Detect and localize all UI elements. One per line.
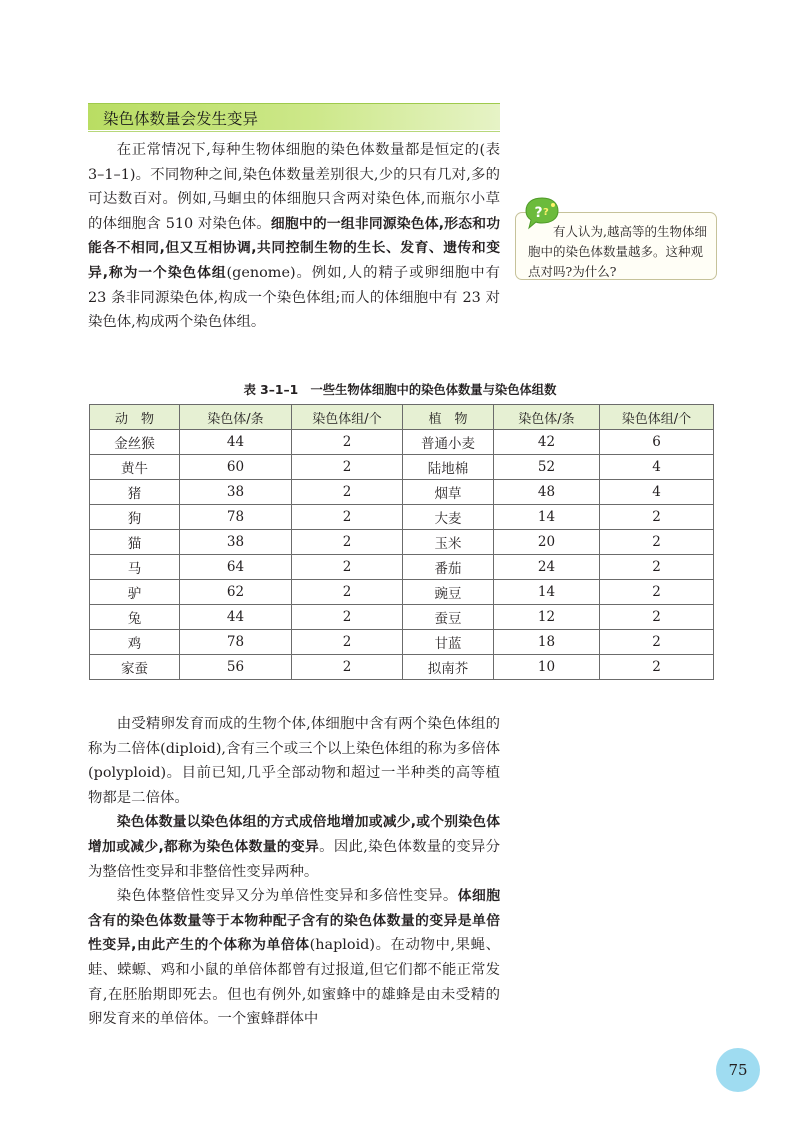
table-row bbox=[90, 655, 714, 680]
table-cell: 2 bbox=[292, 655, 403, 680]
table-cell: 玉米 bbox=[403, 530, 494, 555]
table-cell: 甘蓝 bbox=[403, 630, 494, 655]
table-cell: 2 bbox=[292, 605, 403, 630]
table-cell: 56 bbox=[180, 655, 292, 680]
table-row bbox=[90, 605, 714, 630]
table-cell: 20 bbox=[494, 530, 600, 555]
header-cell: 植 物 bbox=[403, 405, 494, 430]
table-cell: 78 bbox=[180, 505, 292, 530]
table-cell: 马 bbox=[90, 555, 180, 580]
section-header bbox=[88, 103, 500, 130]
table-cell: 驴 bbox=[90, 580, 180, 605]
table-body bbox=[90, 430, 714, 680]
svg-text:?: ? bbox=[534, 205, 543, 221]
table-cell: 2 bbox=[292, 430, 403, 455]
question-text: 有人认为,越高等的生物体细胞中的染色体数量越多。这种观点对吗?为什么? bbox=[528, 224, 707, 279]
body-text-bottom bbox=[88, 712, 500, 1032]
table-cell: 44 bbox=[180, 605, 292, 630]
table-cell: 猪 bbox=[90, 480, 180, 505]
question-mark-bubble-icon bbox=[522, 196, 562, 232]
paragraph-text: 染色体整倍性变异又分为单倍性变异和多倍性变异。 bbox=[116, 888, 458, 905]
bold-definition-text: 体细胞含有的染色体数量等于本物种配子含有的染色体数量的变异是单倍性变异,由此产生的个体称为单倍体 bbox=[88, 888, 500, 954]
table-row bbox=[90, 555, 714, 580]
table-cell: 38 bbox=[180, 530, 292, 555]
section-divider bbox=[88, 131, 500, 132]
table-cell: 鸡 bbox=[90, 630, 180, 655]
table-cell: 2 bbox=[292, 505, 403, 530]
table-cell: 10 bbox=[494, 655, 600, 680]
table-cell: 2 bbox=[292, 580, 403, 605]
table-cell: 60 bbox=[180, 455, 292, 480]
table-cell: 蚕豆 bbox=[403, 605, 494, 630]
table-cell: 14 bbox=[494, 505, 600, 530]
table-cell: 2 bbox=[600, 655, 714, 680]
table-row bbox=[90, 480, 714, 505]
body-text-top bbox=[88, 138, 500, 335]
table-cell: 2 bbox=[292, 530, 403, 555]
table-cell: 兔 bbox=[90, 605, 180, 630]
paragraph-text: (haploid)。在动物中,果蝇、蛙、蝾螈、鸡和小鼠的单倍体都曾有过报道,但它们都不能正常发育,在胚胎期即死去。但也有例外,如蜜蜂中的雄蜂是由未受精的卵发育来的单倍体。一个蜜蜂群体中 bbox=[88, 937, 500, 1028]
table-cell: 6 bbox=[600, 430, 714, 455]
table-cell: 24 bbox=[494, 555, 600, 580]
header-cell: 染色体/条 bbox=[494, 405, 600, 430]
table-cell: 烟草 bbox=[403, 480, 494, 505]
table-cell: 2 bbox=[600, 630, 714, 655]
table-cell: 78 bbox=[180, 630, 292, 655]
header-cell: 染色体组/个 bbox=[292, 405, 403, 430]
svg-text:?: ? bbox=[543, 207, 549, 218]
table-cell: 4 bbox=[600, 455, 714, 480]
table-cell: 18 bbox=[494, 630, 600, 655]
table-cell: 2 bbox=[600, 580, 714, 605]
table-row bbox=[90, 455, 714, 480]
paragraph bbox=[88, 810, 500, 884]
table-cell: 黄牛 bbox=[90, 455, 180, 480]
table-row bbox=[90, 505, 714, 530]
table-cell: 金丝猴 bbox=[90, 430, 180, 455]
table-caption: 表 3–1–1 一些生物体细胞中的染色体数量与染色体组数 bbox=[243, 383, 557, 397]
paragraph bbox=[88, 712, 500, 810]
table-cell: 猫 bbox=[90, 530, 180, 555]
table-cell: 44 bbox=[180, 430, 292, 455]
table-row bbox=[90, 530, 714, 555]
paragraph bbox=[88, 138, 500, 335]
table-cell: 普通小麦 bbox=[403, 430, 494, 455]
table-cell: 2 bbox=[600, 505, 714, 530]
table-cell: 2 bbox=[292, 480, 403, 505]
table-cell: 拟南芥 bbox=[403, 655, 494, 680]
table-cell: 62 bbox=[180, 580, 292, 605]
chromosome-table bbox=[89, 404, 714, 680]
table-cell: 48 bbox=[494, 480, 600, 505]
table-cell: 2 bbox=[600, 555, 714, 580]
table-cell: 陆地棉 bbox=[403, 455, 494, 480]
table-row bbox=[90, 430, 714, 455]
table-cell: 家蚕 bbox=[90, 655, 180, 680]
bold-definition-text: 细胞中的一组非同源染色体,形态和功能各不相同,但又互相协调,共同控制生物的生长、发育、遗传和变异,称为一个染色体组 bbox=[88, 215, 500, 281]
table-cell: 52 bbox=[494, 455, 600, 480]
table-header-row bbox=[90, 405, 714, 430]
header-cell: 染色体/条 bbox=[180, 405, 292, 430]
table-row bbox=[90, 580, 714, 605]
table-cell: 2 bbox=[292, 555, 403, 580]
paragraph bbox=[88, 884, 500, 1032]
table-row bbox=[90, 630, 714, 655]
page-number: 75 bbox=[716, 1048, 760, 1092]
table-cell: 64 bbox=[180, 555, 292, 580]
paragraph-text: (genome)。例如,人的精子或卵细胞中有 23 条非同源染色体,构成一个染色体组;而人的体细胞中有 23 对染色体,构成两个染色体组。 bbox=[88, 264, 500, 331]
table-cell: 番茄 bbox=[403, 555, 494, 580]
header-cell: 动 物 bbox=[90, 405, 180, 430]
header-cell: 染色体组/个 bbox=[600, 405, 714, 430]
table-cell: 2 bbox=[600, 530, 714, 555]
table-cell: 2 bbox=[292, 455, 403, 480]
table-cell: 38 bbox=[180, 480, 292, 505]
table-cell: 14 bbox=[494, 580, 600, 605]
section-title: 染色体数量会发生变异 bbox=[103, 110, 259, 128]
paragraph-text: 由受精卵发育而成的生物个体,体细胞中含有两个染色体组的称为二倍体(diploid),含有三个或三个以上染色体组的称为多倍体(polyploid)。目前已知,几乎全部动物和超过一半种类的高等植物都是二倍体。 bbox=[88, 716, 500, 806]
table-cell: 大麦 bbox=[403, 505, 494, 530]
table-cell: 豌豆 bbox=[403, 580, 494, 605]
table-cell: 2 bbox=[292, 630, 403, 655]
table-cell: 42 bbox=[494, 430, 600, 455]
table-cell: 4 bbox=[600, 480, 714, 505]
paragraph-text: 在正常情况下,每种生物体细胞的染色体数量都是恒定的(表 3–1–1)。不同物种之间,染色体数量差别很大,少的只有几对,多的可达数百对。例如,马蛔虫的体细胞只含两对染色体,而瓶尔小草的体细胞含 510 对染色体。 bbox=[88, 142, 500, 232]
paragraph-text: 。因此,染色体数量的变异分为整倍性变异和非整倍性变异两种。 bbox=[88, 838, 501, 880]
table-cell: 狗 bbox=[90, 505, 180, 530]
table-cell: 2 bbox=[600, 605, 714, 630]
bold-definition-text: 染色体数量以染色体组的方式成倍地增加或减少,或个别染色体增加或减少,都称为染色体数量的变异 bbox=[88, 814, 500, 855]
table-cell: 12 bbox=[494, 605, 600, 630]
